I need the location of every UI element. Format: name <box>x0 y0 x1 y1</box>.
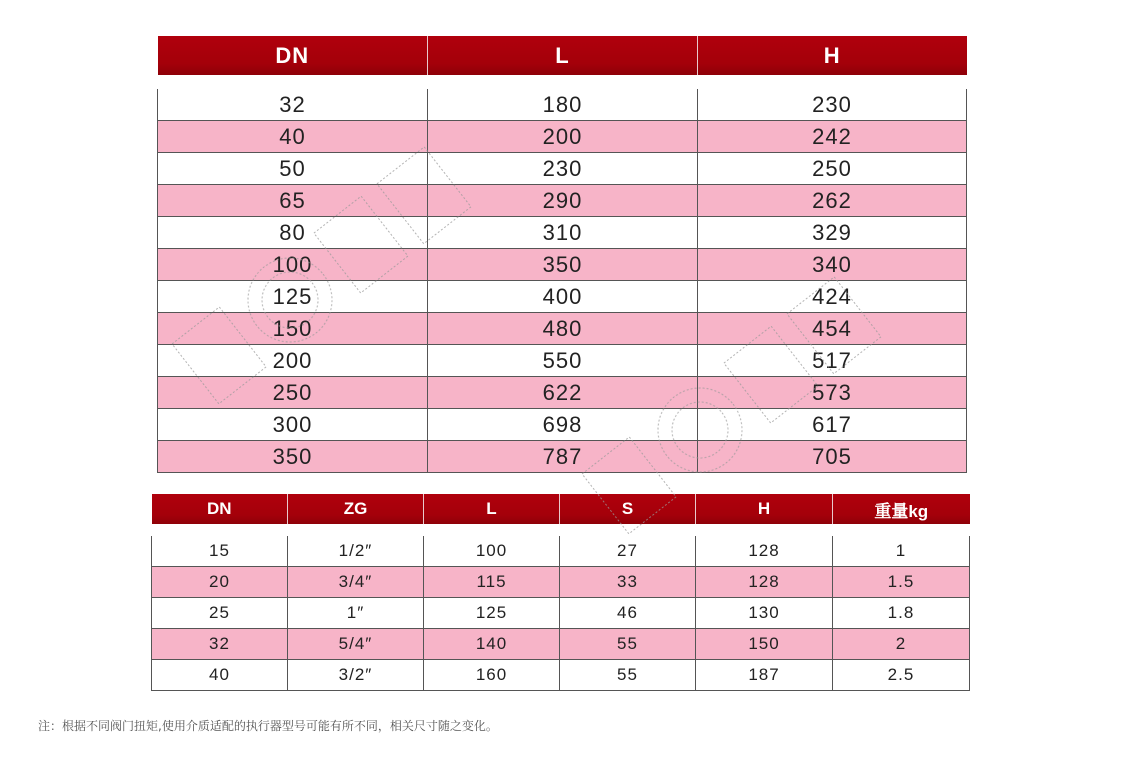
table-cell: 130 <box>696 598 833 629</box>
column-header: ZG <box>288 494 424 524</box>
dimension-table-main <box>157 36 967 473</box>
column-header: DN <box>158 36 428 75</box>
column-header: L <box>424 494 560 524</box>
dimension-table-small <box>151 494 970 691</box>
table-cell: 517 <box>698 345 967 377</box>
table-cell: 15 <box>152 536 288 567</box>
table-cell: 20 <box>152 567 288 598</box>
table-row <box>158 153 967 185</box>
table-cell: 33 <box>560 567 696 598</box>
table-cell: 32 <box>158 89 428 121</box>
table-cell: 27 <box>560 536 696 567</box>
table-row <box>152 536 970 567</box>
table-row <box>158 345 967 377</box>
table-body <box>158 75 967 473</box>
table-cell: 250 <box>158 377 428 409</box>
table-cell: 705 <box>698 441 967 473</box>
table-cell: 150 <box>158 313 428 345</box>
table-cell: 1/2″ <box>288 536 424 567</box>
table-cell: 262 <box>698 185 967 217</box>
table-cell: 32 <box>152 629 288 660</box>
table-cell: 230 <box>428 153 698 185</box>
table-cell: 2.5 <box>833 660 970 691</box>
table-cell: 40 <box>158 121 428 153</box>
table-cell: 40 <box>152 660 288 691</box>
table-cell: 128 <box>696 567 833 598</box>
table-row <box>158 441 967 473</box>
header-spacer <box>158 75 967 89</box>
table-cell: 400 <box>428 281 698 313</box>
table-cell: 50 <box>158 153 428 185</box>
table-header-row <box>158 36 967 75</box>
table-cell: 160 <box>424 660 560 691</box>
table-cell: 150 <box>696 629 833 660</box>
table-cell: 55 <box>560 660 696 691</box>
table-row <box>158 409 967 441</box>
column-header: 重量kg <box>833 494 970 524</box>
table-row <box>152 660 970 691</box>
table-cell: 424 <box>698 281 967 313</box>
table-row <box>158 121 967 153</box>
column-header: L <box>428 36 698 75</box>
table-row <box>158 313 967 345</box>
table-cell: 622 <box>428 377 698 409</box>
table-cell: 65 <box>158 185 428 217</box>
table-cell: 550 <box>428 345 698 377</box>
table-cell: 1.5 <box>833 567 970 598</box>
table-row <box>152 629 970 660</box>
table-cell: 454 <box>698 313 967 345</box>
table-cell: 310 <box>428 217 698 249</box>
table-cell: 329 <box>698 217 967 249</box>
column-header: H <box>698 36 967 75</box>
table-row <box>152 567 970 598</box>
table-row <box>158 281 967 313</box>
column-header: S <box>560 494 696 524</box>
table-cell: 100 <box>424 536 560 567</box>
table-cell: 480 <box>428 313 698 345</box>
table-cell: 3/4″ <box>288 567 424 598</box>
table-cell: 573 <box>698 377 967 409</box>
table-cell: 5/4″ <box>288 629 424 660</box>
table-row <box>158 185 967 217</box>
table-cell: 1″ <box>288 598 424 629</box>
footnote: 注：根据不同阀门扭矩,使用介质适配的执行器型号可能有所不同，相关尺寸随之变化。 <box>38 719 498 733</box>
table-cell: 25 <box>152 598 288 629</box>
table-cell: 125 <box>158 281 428 313</box>
table-cell: 200 <box>158 345 428 377</box>
table-cell: 290 <box>428 185 698 217</box>
table-row <box>158 249 967 281</box>
table-cell: 350 <box>158 441 428 473</box>
table-cell: 180 <box>428 89 698 121</box>
table-cell: 125 <box>424 598 560 629</box>
table-row <box>158 217 967 249</box>
table-cell: 128 <box>696 536 833 567</box>
table-cell: 140 <box>424 629 560 660</box>
table-header-row <box>152 494 970 524</box>
table-cell: 187 <box>696 660 833 691</box>
column-header: DN <box>152 494 288 524</box>
table-body <box>152 524 970 691</box>
table-cell: 250 <box>698 153 967 185</box>
table-cell: 617 <box>698 409 967 441</box>
column-header: H <box>696 494 833 524</box>
table-cell: 1.8 <box>833 598 970 629</box>
table-cell: 46 <box>560 598 696 629</box>
table-cell: 242 <box>698 121 967 153</box>
table-cell: 340 <box>698 249 967 281</box>
table-cell: 698 <box>428 409 698 441</box>
table-row <box>158 89 967 121</box>
table-cell: 2 <box>833 629 970 660</box>
table-cell: 80 <box>158 217 428 249</box>
table-cell: 230 <box>698 89 967 121</box>
table-cell: 3/2″ <box>288 660 424 691</box>
table-cell: 300 <box>158 409 428 441</box>
table-row <box>152 598 970 629</box>
table-row <box>158 377 967 409</box>
table-cell: 200 <box>428 121 698 153</box>
table-cell: 55 <box>560 629 696 660</box>
table-cell: 787 <box>428 441 698 473</box>
table-cell: 100 <box>158 249 428 281</box>
header-spacer <box>152 524 970 536</box>
table-cell: 115 <box>424 567 560 598</box>
table-cell: 1 <box>833 536 970 567</box>
table-cell: 350 <box>428 249 698 281</box>
